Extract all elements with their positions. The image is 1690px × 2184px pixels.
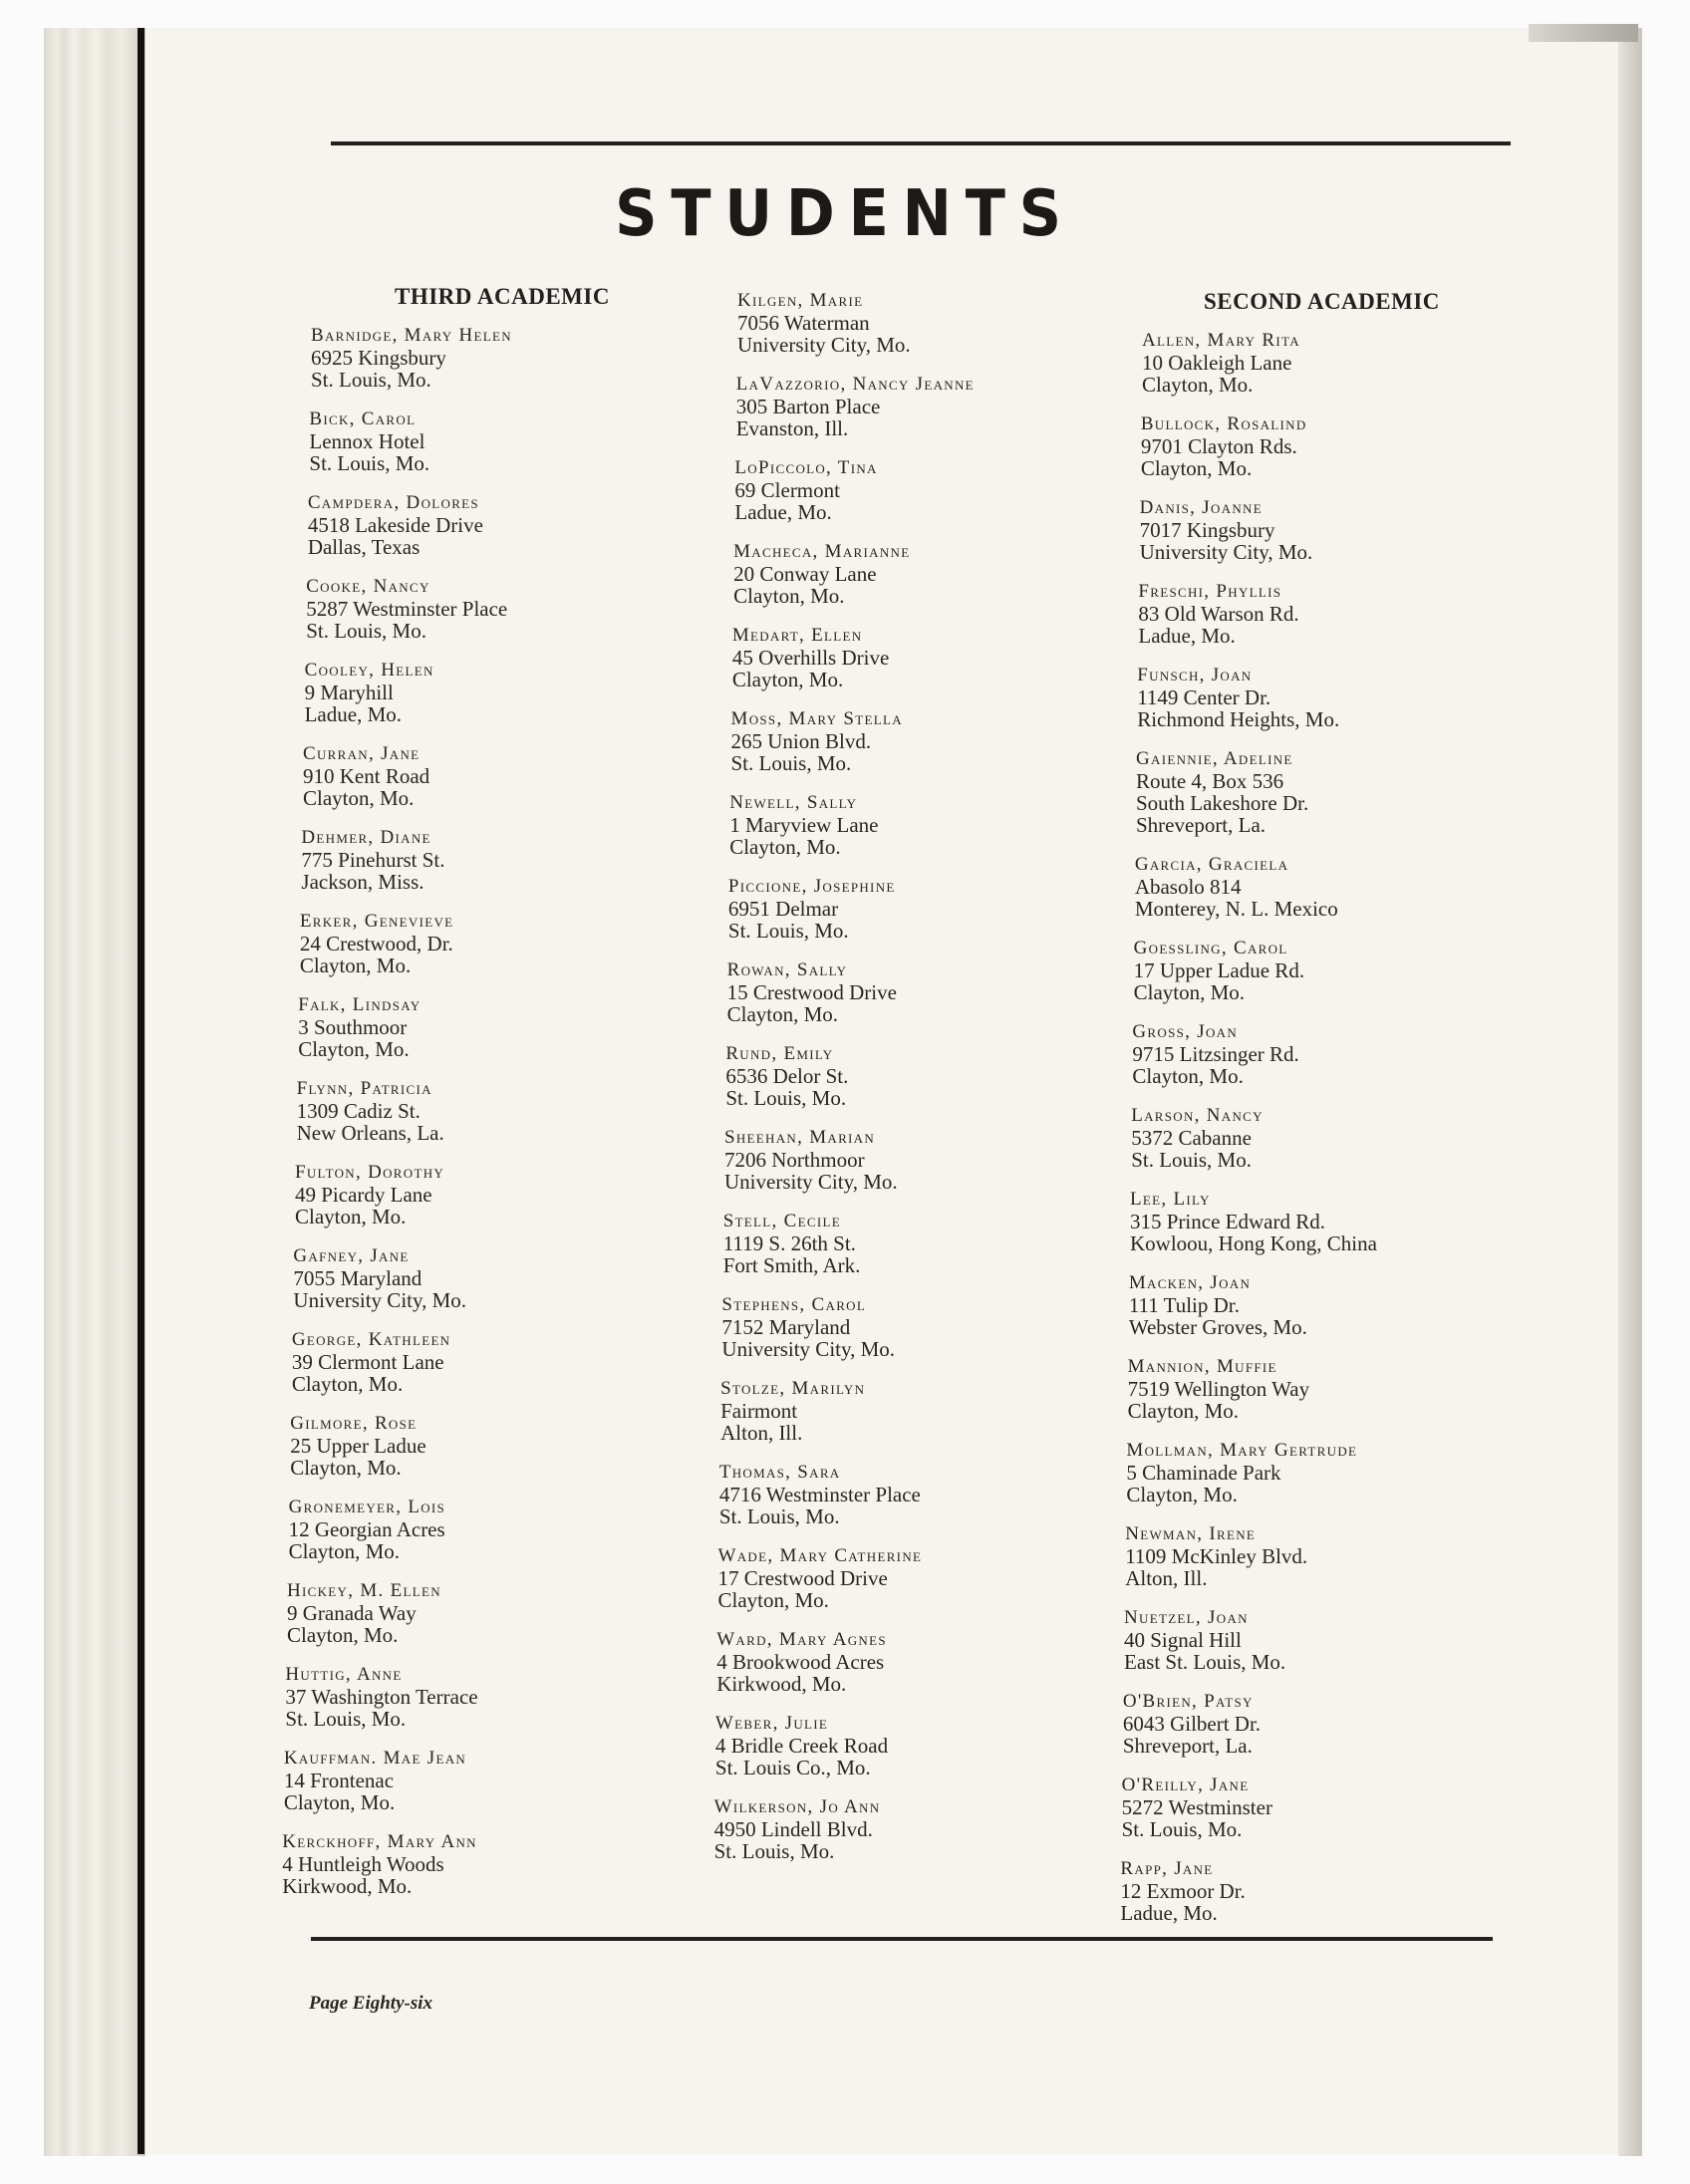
address-line: 7519 Wellington Way bbox=[1127, 1377, 1310, 1401]
address-line: Alton, Ill. bbox=[720, 1421, 803, 1445]
address-line: Alton, Ill. bbox=[1125, 1566, 1208, 1590]
student-name: O'Reilly, Jane bbox=[1121, 1774, 1250, 1795]
address-line: Richmond Heights, Mo. bbox=[1137, 707, 1340, 731]
student-entry bbox=[297, 1078, 709, 1144]
student-name: Freschi, Phyllis bbox=[1138, 581, 1282, 602]
student-entry bbox=[300, 911, 709, 976]
student-entry bbox=[1142, 330, 1521, 396]
student-name: Kauffman. Mae Jean bbox=[283, 1748, 467, 1769]
student-entry bbox=[731, 708, 1037, 774]
student-entry bbox=[1141, 413, 1521, 479]
address-line: Clayton, Mo. bbox=[1142, 373, 1254, 397]
address-line: 1149 Center Dr. bbox=[1137, 685, 1271, 709]
address-line: 7055 Maryland bbox=[293, 1266, 422, 1290]
student-entry bbox=[1137, 665, 1521, 730]
address-line: 4716 Westminster Place bbox=[718, 1483, 921, 1506]
address-line: 20 Conway Lane bbox=[733, 562, 877, 586]
student-name: Huttig, Anne bbox=[285, 1664, 403, 1685]
student-entry bbox=[719, 1462, 1036, 1527]
address-line: Clayton, Mo. bbox=[288, 1539, 401, 1563]
entry-list bbox=[282, 325, 709, 1898]
address-line: 5372 Cabanne bbox=[1131, 1126, 1252, 1150]
student-entry bbox=[733, 541, 1036, 607]
student-name: Macken, Joan bbox=[1128, 1272, 1252, 1293]
student-entry bbox=[295, 1162, 709, 1228]
address-line: 10 Oakleigh Lane bbox=[1142, 351, 1292, 375]
address-line: Dallas, Texas bbox=[307, 535, 421, 559]
student-entry bbox=[1138, 581, 1521, 647]
student-name: Flynn, Patricia bbox=[296, 1078, 432, 1099]
address-line: 40 Signal Hill bbox=[1124, 1628, 1242, 1652]
address-line: Fort Smith, Ark. bbox=[722, 1253, 861, 1277]
student-name: Rund, Emily bbox=[725, 1043, 834, 1064]
student-name: Falk, Lindsay bbox=[298, 994, 422, 1015]
address-line: St. Louis, Mo. bbox=[725, 1086, 847, 1110]
student-name: Mannion, Muffie bbox=[1127, 1356, 1277, 1377]
address-line: Shreveport, La. bbox=[1122, 1734, 1253, 1758]
student-name: Allen, Mary Rita bbox=[1142, 330, 1300, 351]
student-name: LoPiccolo, Tina bbox=[734, 457, 878, 478]
address-line: St. Louis, Mo. bbox=[713, 1839, 835, 1863]
right-page-edge bbox=[1618, 28, 1642, 2156]
address-line: St. Louis, Mo. bbox=[306, 619, 426, 643]
address-line: 9715 Litzsinger Rd. bbox=[1132, 1042, 1299, 1066]
address-line: 315 Prince Edward Rd. bbox=[1130, 1210, 1325, 1233]
address-line: Clayton, Mo. bbox=[1127, 1399, 1240, 1423]
student-name: Ward, Mary Agnes bbox=[716, 1629, 887, 1650]
address-line: 37 Washington Terrace bbox=[285, 1685, 478, 1709]
student-name: Kerckhoff, Mary Ann bbox=[282, 1831, 477, 1852]
entry-list bbox=[713, 290, 1036, 1863]
student-name: O'Brien, Patsy bbox=[1122, 1691, 1254, 1712]
student-entry bbox=[306, 576, 709, 642]
student-name: Campdera, Dolores bbox=[307, 492, 479, 513]
bottom-rule bbox=[311, 1937, 1493, 1941]
address-line: Clayton, Mo. bbox=[733, 584, 845, 608]
student-entry bbox=[1135, 854, 1521, 920]
student-entry bbox=[1136, 748, 1521, 836]
book-page-edges bbox=[44, 28, 145, 2156]
student-entry bbox=[1126, 1440, 1521, 1505]
student-entry bbox=[282, 1831, 709, 1897]
address-line: Clayton, Mo. bbox=[295, 1205, 407, 1228]
student-entry bbox=[727, 959, 1036, 1025]
student-name: Kilgen, Marie bbox=[737, 290, 864, 311]
student-name: Stephens, Carol bbox=[721, 1294, 867, 1315]
address-line: 69 Clermont bbox=[734, 478, 840, 502]
student-name: LaVazzorio, Nancy Jeanne bbox=[735, 374, 975, 395]
student-entry bbox=[308, 492, 709, 558]
student-name: Erker, Genevieve bbox=[299, 911, 454, 932]
page-number: Page Eighty-six bbox=[309, 1993, 433, 2014]
entry-list bbox=[1120, 330, 1521, 1925]
address-line: 5272 Westminster bbox=[1121, 1795, 1272, 1819]
student-entry bbox=[1132, 1021, 1521, 1087]
address-line: Clayton, Mo. bbox=[299, 954, 412, 977]
student-entry bbox=[311, 325, 709, 391]
address-line: University City, Mo. bbox=[721, 1337, 896, 1361]
student-entry bbox=[714, 1796, 1036, 1862]
student-entry bbox=[284, 1748, 709, 1813]
address-line: 1 Maryview Lane bbox=[729, 813, 879, 837]
address-line: University City, Mo. bbox=[724, 1170, 898, 1194]
address-line: 14 Frontenac bbox=[283, 1769, 395, 1792]
address-line: 15 Crestwood Drive bbox=[726, 980, 897, 1004]
address-line: Evanston, Ill. bbox=[735, 416, 849, 440]
address-line: Kirkwood, Mo. bbox=[716, 1672, 847, 1696]
address-line: 9 Maryhill bbox=[304, 681, 394, 704]
student-entry bbox=[737, 290, 1036, 356]
address-line: Clayton, Mo. bbox=[726, 1002, 839, 1026]
address-line: 7017 Kingsbury bbox=[1139, 518, 1275, 542]
address-line: 1109 McKinley Blvd. bbox=[1125, 1544, 1308, 1568]
student-name: Gronemeyer, Lois bbox=[288, 1497, 446, 1517]
address-line: Clayton, Mo. bbox=[1132, 1064, 1244, 1088]
student-entry bbox=[725, 1043, 1036, 1109]
address-line: St. Louis, Mo. bbox=[285, 1707, 407, 1731]
column-middle bbox=[713, 290, 1036, 1880]
student-name: Cooke, Nancy bbox=[306, 576, 430, 597]
student-name: Stolze, Marilyn bbox=[720, 1378, 866, 1399]
student-entry bbox=[1124, 1607, 1521, 1673]
student-name: Mollman, Mary Gertrude bbox=[1126, 1440, 1358, 1461]
page-corner bbox=[1529, 24, 1638, 42]
address-line: 39 Clermont Lane bbox=[291, 1350, 444, 1374]
student-name: Sheehan, Marian bbox=[724, 1127, 876, 1148]
student-name: Stell, Cecile bbox=[722, 1211, 841, 1231]
address-line: Route 4, Box 536 bbox=[1136, 769, 1284, 793]
address-line: University City, Mo. bbox=[737, 333, 911, 357]
address-line: Clayton, Mo. bbox=[298, 1037, 410, 1061]
address-line: Ladue, Mo. bbox=[304, 702, 403, 726]
address-line: 775 Pinehurst St. bbox=[301, 848, 445, 872]
student-name: Danis, Joanne bbox=[1139, 497, 1263, 518]
column-third-academic bbox=[282, 284, 709, 1915]
address-line: 5 Chaminade Park bbox=[1126, 1461, 1281, 1485]
address-line: 6043 Gilbert Dr. bbox=[1122, 1712, 1262, 1736]
address-line: Fairmont bbox=[720, 1399, 798, 1423]
student-name: Curran, Jane bbox=[303, 743, 421, 764]
student-entry bbox=[305, 660, 709, 725]
address-line: 265 Union Blvd. bbox=[730, 729, 872, 753]
student-entry bbox=[716, 1629, 1036, 1695]
address-line: St. Louis, Mo. bbox=[309, 451, 430, 475]
address-line: Clayton, Mo. bbox=[717, 1588, 829, 1612]
student-entry bbox=[292, 1329, 709, 1395]
address-line: 7152 Maryland bbox=[721, 1315, 851, 1339]
student-name: Rowan, Sally bbox=[726, 959, 848, 980]
student-name: Fulton, Dorothy bbox=[295, 1162, 445, 1183]
student-name: Moss, Mary Stella bbox=[730, 708, 903, 729]
student-entry bbox=[736, 374, 1036, 439]
student-entry bbox=[732, 625, 1036, 690]
student-name: Weber, Julie bbox=[714, 1713, 829, 1734]
student-entry bbox=[715, 1713, 1036, 1778]
address-line: St. Louis, Mo. bbox=[311, 368, 431, 392]
address-line: Clayton, Mo. bbox=[1126, 1483, 1238, 1506]
address-line: 3 Southmoor bbox=[298, 1015, 408, 1039]
page-title: STUDENTS bbox=[615, 177, 1075, 251]
address-line: St. Louis, Mo. bbox=[1121, 1817, 1243, 1841]
address-line: 9 Granada Way bbox=[287, 1601, 417, 1625]
address-line: St. Louis, Mo. bbox=[730, 751, 852, 775]
student-entry bbox=[734, 457, 1036, 523]
address-line: Ladue, Mo. bbox=[1138, 624, 1236, 648]
student-entry bbox=[298, 994, 709, 1060]
student-name: Wilkerson, Jo Ann bbox=[713, 1796, 881, 1817]
student-entry bbox=[1125, 1523, 1521, 1589]
address-line: University City, Mo. bbox=[293, 1288, 467, 1312]
student-entry bbox=[728, 876, 1036, 942]
address-line: 12 Georgian Acres bbox=[288, 1517, 445, 1541]
address-line: Kirkwood, Mo. bbox=[282, 1874, 413, 1898]
student-name: Medart, Ellen bbox=[731, 625, 863, 646]
student-name: Rapp, Jane bbox=[1120, 1858, 1214, 1879]
address-line: Clayton, Mo. bbox=[287, 1623, 399, 1647]
student-entry bbox=[720, 1378, 1036, 1444]
student-name: Nuetzel, Joan bbox=[1124, 1607, 1249, 1628]
address-line: 1309 Cadiz St. bbox=[296, 1099, 421, 1123]
address-line: Clayton, Mo. bbox=[291, 1372, 404, 1396]
student-entry bbox=[303, 743, 709, 809]
student-entry bbox=[724, 1127, 1036, 1193]
address-line: 45 Overhills Drive bbox=[731, 646, 890, 670]
student-name: Gilmore, Rose bbox=[290, 1413, 418, 1434]
student-entry bbox=[287, 1580, 709, 1646]
address-line: 910 Kent Road bbox=[303, 764, 430, 788]
student-name: Wade, Mary Catherine bbox=[717, 1545, 923, 1566]
address-line: St. Louis, Mo. bbox=[1131, 1148, 1252, 1172]
address-line: Webster Groves, Mo. bbox=[1128, 1315, 1307, 1339]
address-line: Lennox Hotel bbox=[309, 429, 425, 453]
student-name: Dehmer, Diane bbox=[301, 827, 431, 848]
student-entry bbox=[1122, 1774, 1521, 1840]
address-line: 4518 Lakeside Drive bbox=[307, 513, 483, 537]
student-entry bbox=[1123, 1691, 1521, 1757]
address-line: 17 Upper Ladue Rd. bbox=[1133, 958, 1305, 982]
student-name: Gafney, Jane bbox=[293, 1245, 410, 1266]
address-line: 1119 S. 26th St. bbox=[722, 1231, 856, 1255]
student-name: Lee, Lily bbox=[1130, 1189, 1211, 1210]
student-entry bbox=[301, 827, 709, 893]
address-line: Clayton, Mo. bbox=[729, 835, 841, 859]
address-line: 5287 Westminster Place bbox=[306, 597, 508, 621]
address-line: Clayton, Mo. bbox=[1133, 980, 1246, 1004]
address-line: 111 Tulip Dr. bbox=[1128, 1293, 1240, 1317]
student-name: Gaiennie, Adeline bbox=[1136, 748, 1293, 769]
student-name: Thomas, Sara bbox=[718, 1462, 841, 1483]
address-line: Clayton, Mo. bbox=[1140, 456, 1253, 480]
address-line: 6951 Delmar bbox=[727, 897, 839, 921]
student-entry bbox=[723, 1211, 1036, 1276]
address-line: 49 Picardy Lane bbox=[295, 1183, 432, 1207]
student-name: Larson, Nancy bbox=[1131, 1105, 1264, 1126]
student-entry bbox=[1140, 497, 1521, 563]
address-line: 4950 Lindell Blvd. bbox=[713, 1817, 873, 1841]
address-line: Jackson, Miss. bbox=[301, 870, 424, 894]
address-line: Ladue, Mo. bbox=[1120, 1901, 1218, 1925]
address-line: 4 Bridle Creek Road bbox=[714, 1734, 889, 1758]
address-line: Shreveport, La. bbox=[1136, 813, 1267, 837]
student-entry bbox=[1134, 938, 1521, 1003]
student-entry bbox=[293, 1245, 709, 1311]
address-line: Kowloou, Hong Kong, China bbox=[1130, 1231, 1377, 1255]
student-name: Piccione, Josephine bbox=[727, 876, 896, 897]
book-spine bbox=[138, 28, 144, 2154]
student-entry bbox=[721, 1294, 1036, 1360]
student-name: Newman, Irene bbox=[1125, 1523, 1257, 1544]
address-line: South Lakeshore Dr. bbox=[1136, 791, 1309, 815]
address-line: 83 Old Warson Rd. bbox=[1138, 602, 1299, 626]
address-line: St. Louis Co., Mo. bbox=[714, 1756, 871, 1779]
address-line: Monterey, N. L. Mexico bbox=[1134, 897, 1338, 921]
student-name: Macheca, Marianne bbox=[733, 541, 911, 562]
student-entry bbox=[1130, 1189, 1521, 1254]
address-line: 4 Huntleigh Woods bbox=[282, 1852, 444, 1876]
student-entry bbox=[309, 409, 709, 474]
student-name: Goessling, Carol bbox=[1133, 938, 1288, 958]
student-entry bbox=[718, 1545, 1037, 1611]
student-name: Garcia, Graciela bbox=[1134, 854, 1289, 875]
address-line: 25 Upper Ladue bbox=[290, 1434, 426, 1458]
address-line: 305 Barton Place bbox=[735, 395, 881, 418]
address-line: 6536 Delor St. bbox=[725, 1064, 849, 1088]
student-name: Gross, Joan bbox=[1132, 1021, 1239, 1042]
address-line: 12 Exmoor Dr. bbox=[1120, 1879, 1246, 1903]
address-line: 7206 Northmoor bbox=[724, 1148, 865, 1172]
address-line: Clayton, Mo. bbox=[290, 1456, 402, 1480]
address-line: University City, Mo. bbox=[1139, 540, 1313, 564]
student-entry bbox=[1120, 1858, 1521, 1924]
address-line: St. Louis, Mo. bbox=[727, 919, 849, 943]
student-entry bbox=[1128, 1356, 1521, 1422]
student-name: Bullock, Rosalind bbox=[1140, 413, 1307, 434]
student-name: Newell, Sally bbox=[729, 792, 858, 813]
student-name: Hickey, M. Ellen bbox=[287, 1580, 441, 1601]
address-line: East St. Louis, Mo. bbox=[1124, 1650, 1286, 1674]
student-name: Bick, Carol bbox=[309, 409, 417, 429]
student-name: Barnidge, Mary Helen bbox=[311, 325, 512, 346]
address-line: Ladue, Mo. bbox=[734, 500, 832, 524]
student-entry bbox=[285, 1664, 709, 1730]
address-line: 17 Crestwood Drive bbox=[717, 1566, 888, 1590]
student-name: George, Kathleen bbox=[291, 1329, 451, 1350]
address-line: 6925 Kingsbury bbox=[311, 346, 446, 370]
section-heading: SECOND ACADEMIC bbox=[1204, 289, 1440, 314]
address-line: St. Louis, Mo. bbox=[718, 1504, 840, 1528]
top-rule bbox=[331, 141, 1511, 145]
student-name: Cooley, Helen bbox=[304, 660, 434, 681]
student-entry bbox=[289, 1497, 709, 1562]
address-line: 24 Crestwood, Dr. bbox=[299, 932, 453, 956]
address-line: Clayton, Mo. bbox=[283, 1790, 396, 1814]
address-line: 7056 Waterman bbox=[737, 311, 870, 335]
address-line: 4 Brookwood Acres bbox=[716, 1650, 885, 1674]
address-line: 9701 Clayton Rds. bbox=[1140, 434, 1297, 458]
address-line: Clayton, Mo. bbox=[303, 786, 415, 810]
column-second-academic bbox=[1120, 289, 1521, 1942]
section-heading: THIRD ACADEMIC bbox=[395, 284, 610, 309]
student-entry bbox=[290, 1413, 709, 1479]
address-line: New Orleans, La. bbox=[296, 1121, 444, 1145]
address-line: Abasolo 814 bbox=[1134, 875, 1242, 899]
student-entry bbox=[1129, 1272, 1521, 1338]
student-entry bbox=[1131, 1105, 1521, 1171]
student-name: Funsch, Joan bbox=[1137, 665, 1253, 685]
student-entry bbox=[729, 792, 1036, 858]
address-line: Clayton, Mo. bbox=[731, 668, 844, 691]
